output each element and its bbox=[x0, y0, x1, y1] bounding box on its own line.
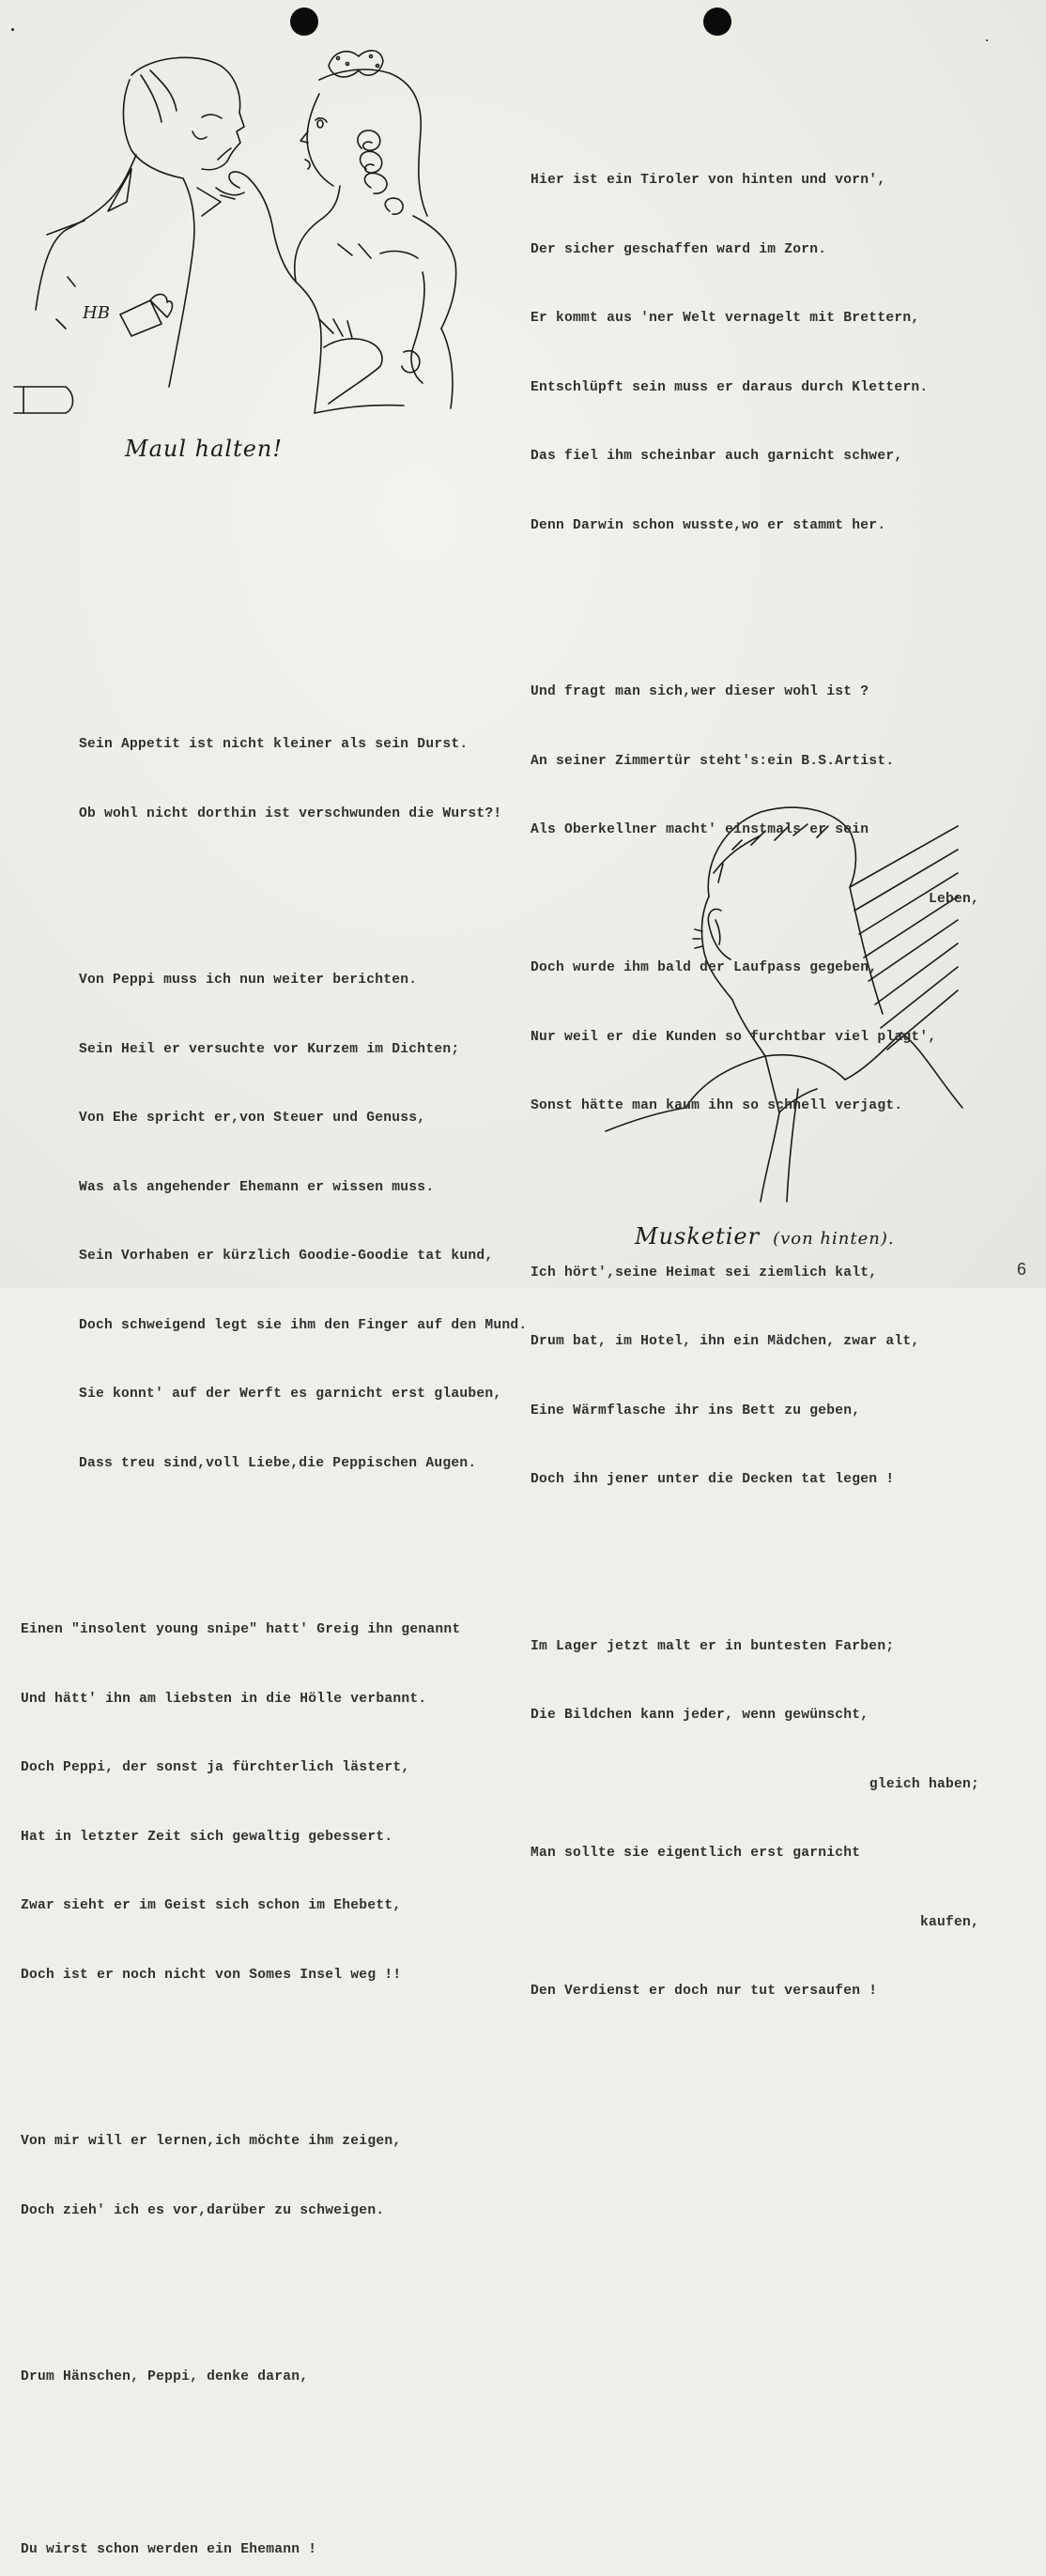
stanza bbox=[21, 2084, 661, 2268]
stanza bbox=[79, 687, 661, 871]
ink-speck bbox=[986, 39, 988, 41]
stanza bbox=[21, 2320, 661, 2435]
poem-line: Das fiel ihm scheinbar auch garnicht schwer, bbox=[531, 445, 979, 468]
page-number: 6 bbox=[1017, 1260, 1026, 1280]
poem-line: Zwar sieht er im Geist sich schon im Ehebett, bbox=[21, 1894, 661, 1918]
poem-line: Doch schweigend legt sie ihm den Finger auf den Mund. bbox=[79, 1314, 661, 1338]
poem-line: Den Verdienst er doch nur tut versaufen ! bbox=[531, 1980, 979, 2003]
poem-line: Drum Hänschen, Peppi, denke daran, bbox=[21, 2366, 661, 2389]
stanza bbox=[531, 123, 979, 583]
illustration-man-and-girl bbox=[9, 38, 516, 432]
poem-line: Von Peppi muss ich nun weiter berichten. bbox=[79, 969, 661, 992]
poem-line: Dass treu sind,voll Liebe,die Peppischen Augen. bbox=[79, 1452, 661, 1476]
poem-line-continuation: Leben, bbox=[531, 888, 979, 912]
drawing-initials: HB bbox=[83, 303, 110, 323]
poem-line: Sonst hätte man kaum ihn so schnell verjagt. bbox=[531, 1095, 979, 1118]
poem-line: Und hätt' ihn am liebsten in die Hölle verbannt. bbox=[21, 1688, 661, 1711]
poem-line: Doch wurde ihm bald der Laufpass gegeben, bbox=[531, 957, 979, 980]
poem-line: Doch ihn jener unter die Decken tat legen ! bbox=[531, 1468, 979, 1492]
poem-lower-section bbox=[79, 641, 661, 2576]
poem-line: Im Lager jetzt malt er in buntesten Farben; bbox=[531, 1635, 979, 1659]
poem-line: Sein Vorhaben er kürzlich Goodie-Goodie tat kund, bbox=[79, 1245, 661, 1268]
stanza bbox=[21, 2492, 661, 2576]
poem-line: Der sicher geschaffen ward im Zorn. bbox=[531, 238, 979, 262]
caption-musketier-main: Musketier bbox=[635, 1223, 760, 1250]
poem-line: Entschlüpft sein muss er daraus durch Klettern. bbox=[531, 376, 979, 400]
poem-line: Ob wohl nicht dorthin ist verschwunden die Wurst?! bbox=[79, 803, 661, 826]
poem-line: Einen "insolent young snipe" hatt' Greig ihn genannt bbox=[21, 1618, 661, 1642]
punch-hole-right bbox=[703, 8, 731, 36]
poem-line: Hat in letzter Zeit sich gewaltig gebessert. bbox=[21, 1826, 661, 1849]
ink-speck bbox=[11, 28, 14, 31]
poem-line: Sie konnt' auf der Werft es garnicht erst glauben, bbox=[79, 1383, 661, 1406]
poem-line: Doch ist er noch nicht von Somes Insel weg !! bbox=[21, 1964, 661, 1987]
poem-line: Nur weil er die Kunden so furchtbar viel plagt', bbox=[531, 1026, 979, 1050]
stanza bbox=[79, 923, 661, 1521]
drawing-caption-maul-halten: Maul halten! bbox=[125, 436, 283, 462]
poem-line: Hier ist ein Tiroler von hinten und vorn', bbox=[531, 169, 979, 192]
punch-hole-left bbox=[290, 8, 318, 36]
poem-line: Doch zieh' ich es vor,darüber zu schweigen. bbox=[21, 2200, 661, 2223]
poem-line: Doch Peppi, der sonst ja fürchterlich lästert, bbox=[21, 1756, 661, 1780]
poem-line-continuation: gleich haben; bbox=[531, 1773, 979, 1797]
poem-line: Ich hört',seine Heimat sei ziemlich kalt, bbox=[531, 1262, 979, 1285]
poem-line: Als Oberkellner macht' einstmals er sein bbox=[531, 819, 979, 842]
poem-line: Sein Appetit ist nicht kleiner als sein Durst. bbox=[79, 733, 661, 757]
poem-line: Denn Darwin schon wusste,wo er stammt her. bbox=[531, 514, 979, 538]
poem-line: Von Ehe spricht er,von Steuer und Genuss, bbox=[79, 1107, 661, 1130]
poem-line: Drum bat, im Hotel, ihn ein Mädchen, zwar alt, bbox=[531, 1330, 979, 1354]
poem-line: Man sollte sie eigentlich erst garnicht bbox=[531, 1842, 979, 1865]
poem-line-continuation: kaufen, bbox=[531, 1911, 979, 1935]
poem-line: Er kommt aus 'ner Welt vernagelt mit Brettern, bbox=[531, 307, 979, 330]
poem-line: Was als angehender Ehemann er wissen muss. bbox=[79, 1176, 661, 1200]
poem-line: Von mir will er lernen,ich möchte ihm zeigen, bbox=[21, 2130, 661, 2154]
poem-line: Sein Heil er versuchte vor Kurzem im Dichten; bbox=[79, 1038, 661, 1062]
poem-line: Eine Wärmflasche ihr ins Bett zu geben, bbox=[531, 1400, 979, 1423]
poem-line: Die Bildchen kann jeder, wenn gewünscht, bbox=[531, 1704, 979, 1727]
poem-line: Und fragt man sich,wer dieser wohl ist ? bbox=[531, 681, 979, 704]
caption-musketier-note: (von hinten). bbox=[773, 1229, 895, 1249]
poem-line: Du wirst schon werden ein Ehemann ! bbox=[21, 2538, 661, 2562]
stanza bbox=[21, 1572, 661, 2032]
poem-line: An seiner Zimmertür steht's:ein B.S.Artist. bbox=[531, 750, 979, 774]
